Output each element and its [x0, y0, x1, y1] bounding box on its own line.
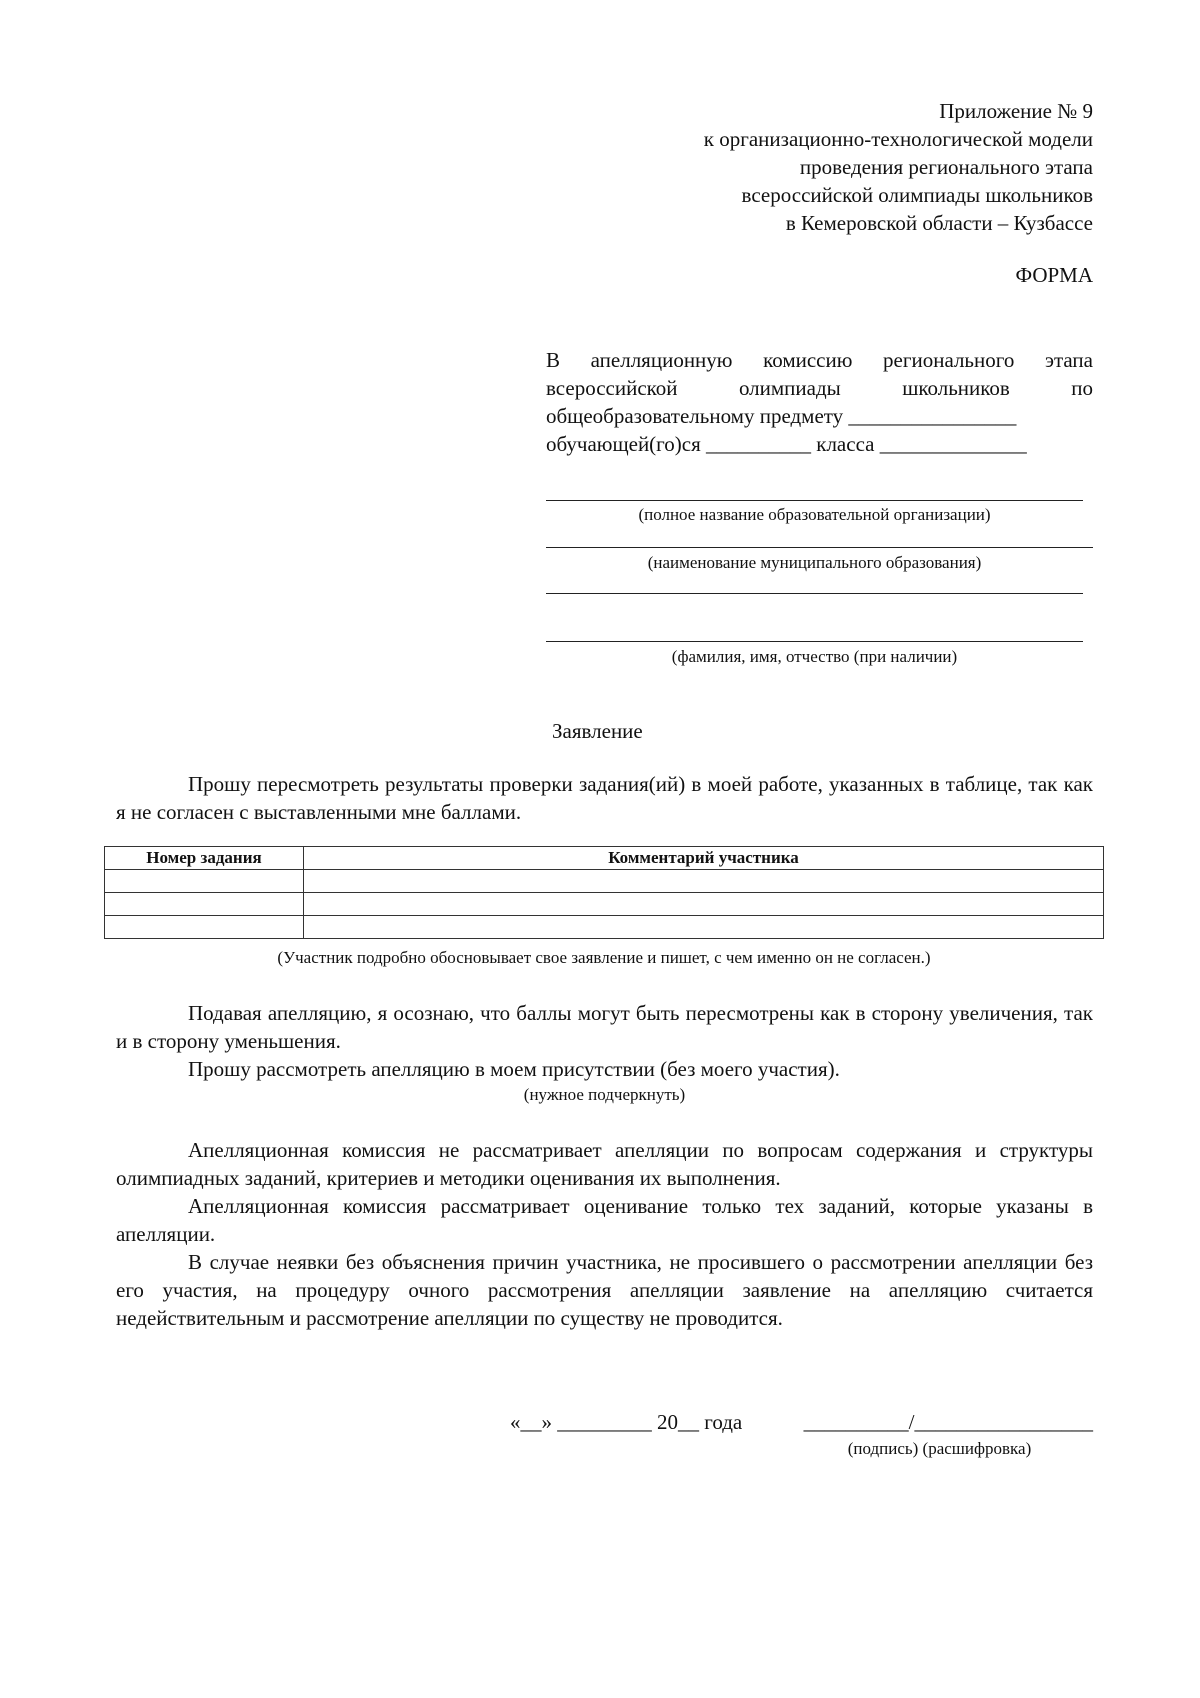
appendix-header-line: Приложение № 9: [939, 99, 1093, 123]
fullname-caption: (фамилия, имя, отчество (при наличии): [671, 647, 958, 666]
rules-paragraph-1: Апелляционная комиссия не рассматривает апелляции по вопросам содержания и структуры олимпиадных заданий, критериев и методики оценивания их выполнения.: [116, 1138, 1093, 1190]
address-line-2: [546, 374, 1093, 402]
column-header-comment: Комментарий участника: [304, 847, 1104, 870]
table-row: [105, 870, 1104, 893]
subject-field[interactable]: общеобразовательному предмету ________________: [546, 404, 1017, 428]
table-row: [105, 893, 1104, 916]
column-header-task-number: Номер задания: [105, 847, 304, 870]
task-number-cell[interactable]: [105, 893, 304, 916]
extra-field-line[interactable]: [546, 593, 1083, 594]
organization-field-line[interactable]: [546, 500, 1083, 501]
rules-paragraph-2: Апелляционная комиссия рассматривает оценивание только тех заданий, которые указаны в апелляции.: [116, 1194, 1093, 1246]
appendix-header: [560, 97, 1093, 237]
address-line-1: В апелляционную комиссию регионального этапа: [546, 348, 1093, 372]
appendix-header-line: всероссийской олимпиады школьников: [741, 183, 1093, 207]
appendix-header-line: в Кемеровской области – Кузбассе: [785, 211, 1093, 235]
appendix-header-line: к организационно-технологической модели: [703, 127, 1093, 151]
form-label: ФОРМА: [1015, 263, 1093, 287]
address-word: по: [1071, 376, 1093, 400]
statement-title: Заявление: [552, 719, 643, 743]
appendix-header-line: проведения регионального этапа: [799, 155, 1093, 179]
presence-hint: (нужное подчеркнуть): [523, 1085, 686, 1104]
tasks-table: [104, 846, 1104, 939]
municipality-field-line[interactable]: [546, 547, 1093, 548]
signature-field[interactable]: __________/_________________: [803, 1410, 1093, 1434]
comment-cell[interactable]: [304, 916, 1104, 939]
address-word: школьников: [902, 376, 1010, 400]
task-number-cell[interactable]: [105, 916, 304, 939]
awareness-paragraph: Подавая апелляцию, я осознаю, что баллы могут быть пересмотрены как в сторону увеличения, так и в сторону уменьшения.: [116, 1001, 1093, 1053]
table-row: [105, 916, 1104, 939]
address-word: олимпиады: [738, 376, 841, 400]
task-number-cell[interactable]: [105, 870, 304, 893]
table-note: (Участник подробно обосновывает свое заявление и пишет, с чем именно он не согласен.): [277, 948, 931, 967]
date-field[interactable]: «__» _________ 20__ года: [510, 1410, 743, 1434]
statement-request: Прошу пересмотреть результаты проверки задания(ий) в моей работе, указанных в таблице, так как я не согласен с выставленными мне баллами.: [116, 772, 1093, 824]
comment-cell[interactable]: [304, 870, 1104, 893]
rules-paragraph-3: В случае неявки без объяснения причин участника, не просившего о рассмотрении апелляции без его участия, на процедуру очного рассмотрения апелляции заявление на апелляцию считается недействительным и рассмотрение апелляции по существу не проводится.: [116, 1250, 1093, 1330]
table-header-row: [105, 847, 1104, 870]
address-word: всероссийской: [546, 376, 678, 400]
class-field[interactable]: обучающей(го)ся __________ класса ______________: [546, 432, 1027, 456]
municipality-caption: (наименование муниципального образования): [647, 553, 982, 572]
comment-cell[interactable]: [304, 893, 1104, 916]
organization-caption: (полное название образовательной организации): [638, 505, 991, 524]
fullname-field-line[interactable]: [546, 641, 1083, 642]
signature-caption: (подпись) (расшифровка): [847, 1439, 1032, 1458]
presence-request: Прошу рассмотреть апелляцию в моем присутствии (без моего участия).: [188, 1057, 840, 1081]
